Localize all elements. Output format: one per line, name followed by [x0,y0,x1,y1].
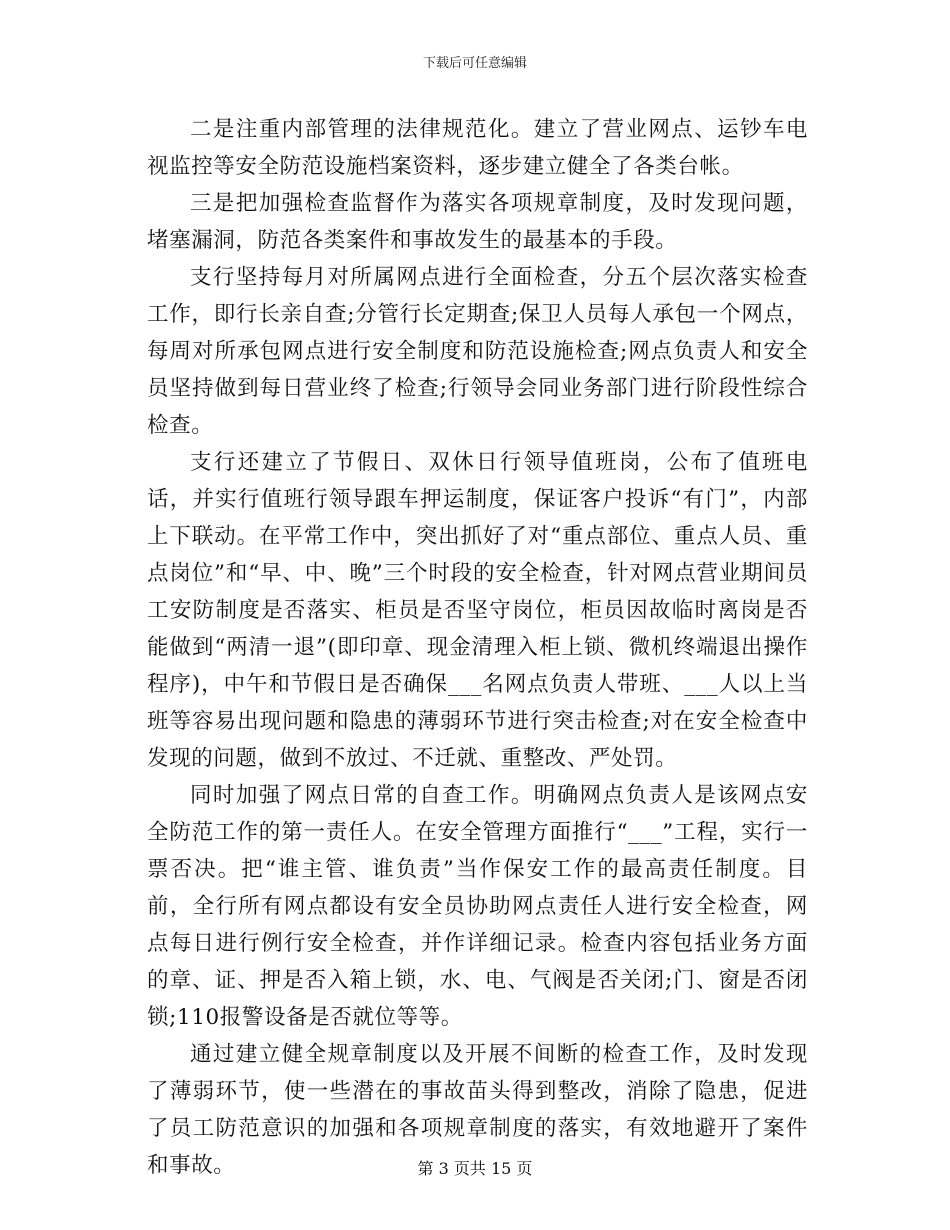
paragraph-self-check: 同时加强了网点日常的自查工作。明确网点负责人是该网点安全防范工作的第一责任人。在安全管理方面推行“___”工程，实行一票否决。把“谁主管、谁负责”当作保安工作的最高责任制度。目前，全行所有网点都设有安全员协助网点责任人进行安全检查，网点每日进行例行安全检查，并作详细记录。检查内容包括业务方面的章、证、押是否入箱上锁，水、电、气阀是否关闭;门、窗是否闭锁;110报警设备是否就位等等。 [147,783,808,1030]
paragraph-inspection: 支行坚持每月对所属网点进行全面检查，分五个层次落实检查工作，即行长亲自查;分管行长定期查;保卫人员每人承包一个网点，每周对所承包网点进行安全制度和防范设施检查;网点负责人和安全员坚持做到每日营业终了检查;行领导会同业务部门进行阶段性综合检查。 [147,265,808,438]
page-number: 第 3 页共 15 页 [417,1159,533,1178]
page-header: 下载后可任意编辑 [422,56,527,71]
paragraph-duty: 支行还建立了节假日、双休日行领导值班岗，公布了值班电话，并实行值班行领导跟车押运制度，保证客户投诉“有门”，内部上下联动。在平常工作中，突出抓好了对“重点部位、重点人员、重点岗位”和“早、中、晚”三个时段的安全检查，针对网点营业期间员工安防制度是否落实、柜员是否坚守岗位，柜员因故临时离岗是否能做到“两清一退”(即印章、现金清理入柜上锁、微机终端退出操作程序)，中午和节假日是否确保___名网点负责人带班、___人以上当班等容易出现问题和隐患的薄弱环节进行突击检查;对在安全检查中发现的问题，做到不放过、不迁就、重整改、严处罚。 [147,450,808,771]
document-body [147,111,808,1184]
paragraph-2: 二是注重内部管理的法律规范化。建立了营业网点、运钞车电视监控等安全防范设施档案资料，逐步建立健全了各类台帐。 [147,117,808,179]
paragraph-summary: 通过建立健全规章制度以及开展不间断的检查工作，及时发现了薄弱环节，使一些潜在的事故苗头得到整改，消除了隐患，促进了员工防范意识的加强和各项规章制度的落实，有效地避开了案件和事故。 [147,1042,808,1178]
paragraph-3: 三是把加强检查监督作为落实各项规章制度，及时发现问题，堵塞漏洞，防范各类案件和事故发生的最基本的手段。 [147,191,808,253]
